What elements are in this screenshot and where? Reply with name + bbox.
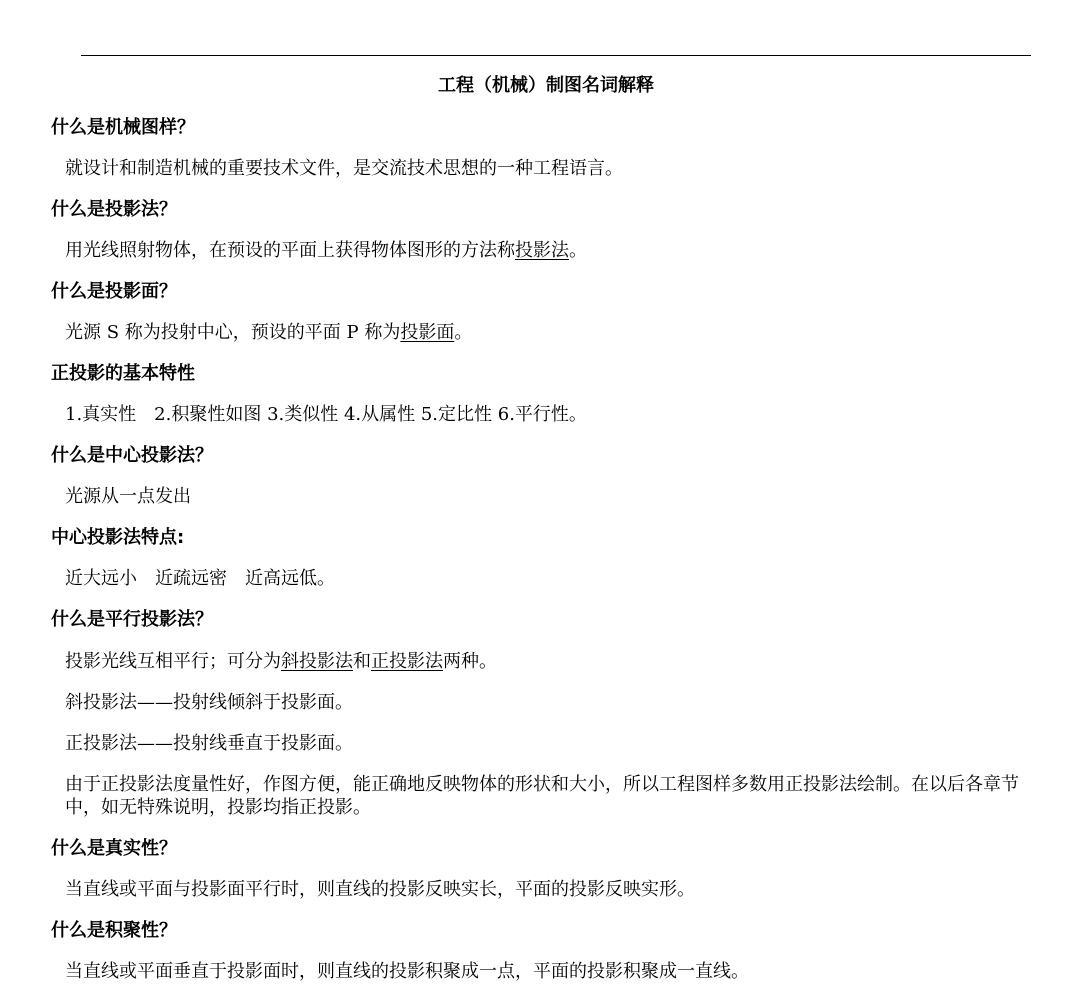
term-projection-method: 投影法 — [515, 240, 569, 261]
text-segment: 和 — [353, 651, 371, 672]
paragraph-mechanical-drawing: 就设计和制造机械的重要技术文件，是交流技术思想的一种工程语言。 — [65, 158, 623, 179]
term-orthographic-projection: 正投影法 — [371, 651, 443, 672]
text-segment: 用光线照射物体，在预设的平面上获得物体图形的方法称 — [65, 240, 515, 261]
document-title: 工程（机械）制图名词解释 — [438, 75, 654, 96]
paragraph-projection-method — [65, 238, 587, 264]
heading-central-projection-features: 中心投影法特点: — [51, 527, 185, 548]
heading-mechanical-drawing: 什么是机械图样？ — [51, 117, 195, 138]
paragraph-parallel-projection — [65, 649, 497, 675]
heading-projection-plane: 什么是投影面？ — [51, 281, 177, 302]
text-segment: 两种。 — [443, 651, 497, 672]
heading-accumulation: 什么是积聚性？ — [51, 920, 177, 941]
term-oblique-projection: 斜投影法 — [281, 651, 353, 672]
heading-parallel-projection: 什么是平行投影法？ — [51, 609, 213, 630]
heading-orthographic-properties: 正投影的基本特性 — [51, 363, 195, 384]
term-projection-plane: 投影面 — [400, 322, 455, 343]
paragraph-orthographic-properties: 1.真实性 2.积聚性如图 3.类似性 4.从属性 5.定比性 6.平行性。 — [65, 404, 587, 425]
header-rule — [81, 55, 1031, 56]
paragraph-true-shape: 当直线或平面与投影面平行时，则直线的投影反映实长，平面的投影反映实形。 — [65, 879, 695, 900]
paragraph-accumulation: 当直线或平面垂直于投影面时，则直线的投影积聚成一点，平面的投影积聚成一直线。 — [65, 961, 749, 982]
paragraph-oblique-projection: 斜投影法——投射线倾斜于投影面。 — [65, 692, 353, 713]
text-segment: 。 — [569, 240, 587, 261]
text-segment: 。 — [454, 322, 473, 343]
heading-central-projection: 什么是中心投影法？ — [51, 445, 213, 466]
heading-projection-method: 什么是投影法？ — [51, 199, 177, 220]
paragraph-central-projection-features: 近大远小 近疏远密 近高远低。 — [65, 568, 335, 589]
text-segment: 光源 S 称为投射中心，预设的平面 P 称为 — [65, 322, 401, 343]
paragraph-orthographic-projection: 正投影法——投射线垂直于投影面。 — [65, 733, 353, 754]
paragraph-central-projection: 光源从一点发出 — [65, 486, 191, 507]
heading-true-shape: 什么是真实性？ — [51, 838, 177, 859]
paragraph-projection-plane — [65, 320, 472, 346]
paragraph-orthographic-advantages: 由于正投影法度量性好，作图方便，能正确地反映物体的形状和大小，所以工程图样多数用正投影法绘制。在以后各章节中，如无特殊说明，投影均指正投影。 — [65, 774, 1019, 818]
text-segment: 投影光线互相平行；可分为 — [65, 651, 281, 672]
